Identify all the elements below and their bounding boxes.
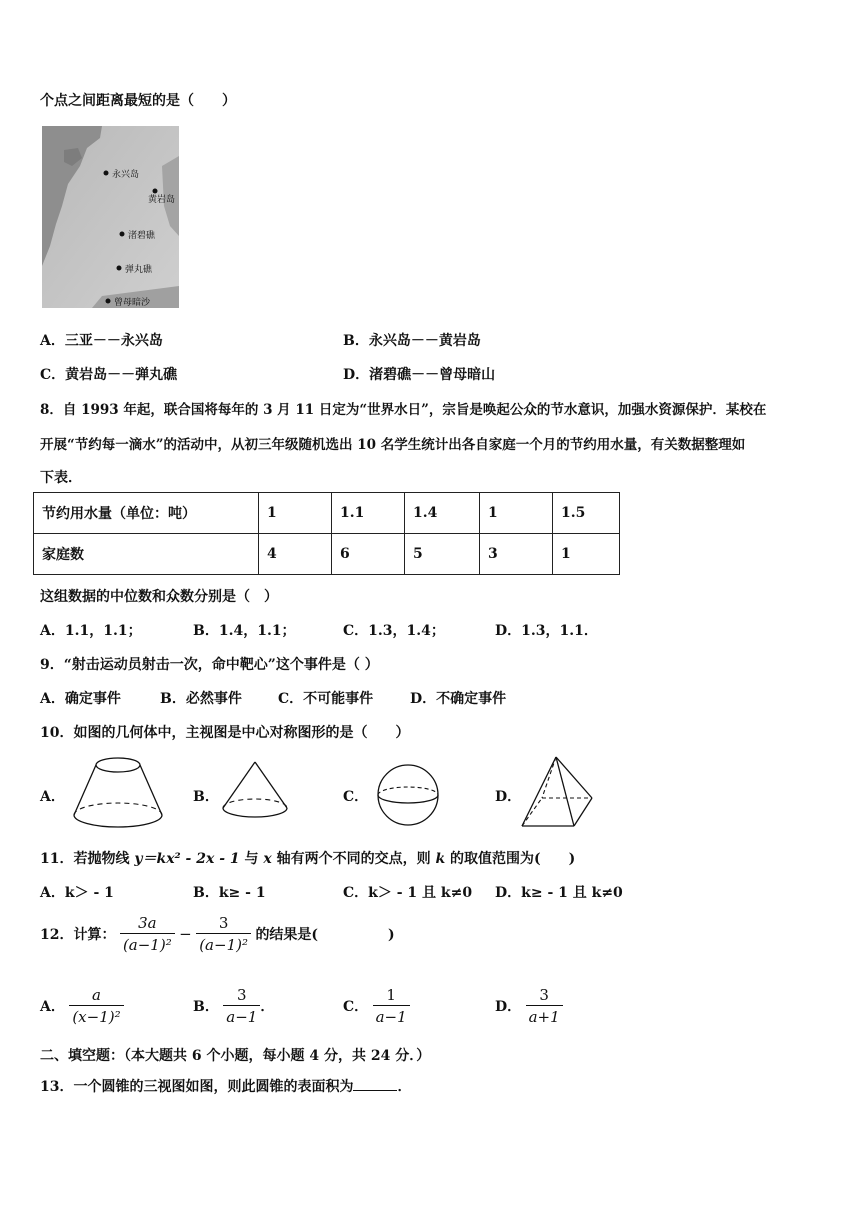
q7-option-c: C．黄岩岛－－弹丸礁 xyxy=(40,367,178,383)
table-cell: 1.1 xyxy=(332,493,405,534)
map-label: 黄岩岛 xyxy=(148,195,176,205)
q7-stem-tail: 个点之间距离最短的是（ ） xyxy=(40,93,236,109)
table-cell: 6 xyxy=(332,534,405,575)
q8-line3: 下表． xyxy=(40,470,82,486)
q11-option-d: D．k≥ - 1 且 k≠0 xyxy=(495,885,623,901)
table-cell: 1 xyxy=(480,493,553,534)
q11-stem: 11．若抛物线 y＝kx² - 2x - 1 与 x 轴有两个不同的交点，则 k 的取值范围为( ) xyxy=(40,851,576,867)
q10-option-d-letter: D． xyxy=(495,789,522,805)
map-label: 弹丸礁 xyxy=(125,265,153,275)
table-cell: 3 xyxy=(480,534,553,575)
map-point xyxy=(120,232,125,237)
q12-stem: 12．计算： $\frac{3a}{\text{(a−1)²}}$ − $\frac{3}{\text{(a−1)²}}$ 的结果是( ) xyxy=(40,914,395,954)
table-cell: 1.4 xyxy=(405,493,480,534)
table-cell: 节约用水量（单位：吨） xyxy=(34,493,259,534)
fraction: $\frac{3a}{\text{(a−1)²}}$ xyxy=(120,914,175,954)
q11-option-c: C．k＞ - 1 且 k≠0 xyxy=(343,885,473,901)
map-label: 渚碧礁 xyxy=(128,231,156,241)
table-cell: 4 xyxy=(259,534,332,575)
frustum-figure xyxy=(70,753,166,831)
q12-option-d: D． $\frac{3}{a+1}$ xyxy=(495,986,563,1026)
table-cell: 1 xyxy=(259,493,332,534)
table-row xyxy=(34,493,620,534)
map-label: 永兴岛 xyxy=(112,170,140,180)
map-point xyxy=(104,171,109,176)
q9-option-a: A．确定事件 xyxy=(40,691,121,707)
q7-option-d: D．渚碧礁－－曾母暗山 xyxy=(343,367,496,383)
q13-stem: 13．一个圆锥的三视图如图，则此圆锥的表面积为 ． xyxy=(40,1076,411,1096)
q8-line2: 开展“节约每一滴水”的活动中，从初三年级随机选出 10 名学生统计出各自家庭一个月的节约用水量，有关数据整理如 xyxy=(40,437,746,453)
q8-option-c: C．1.3，1.4； xyxy=(343,623,445,639)
q11-option-a: A．k＞ - 1 xyxy=(40,885,114,901)
cone-figure xyxy=(220,760,290,822)
q9-stem: 9．“射击运动员射击一次，命中靶心”这个事件是（ ） xyxy=(40,657,379,673)
q11-option-b: B．k≥ - 1 xyxy=(193,885,266,901)
q7-option-a: A．三亚－－永兴岛 xyxy=(40,333,163,349)
table-row xyxy=(34,534,620,575)
q12-option-b: B． $\frac{3}{a-1}$ ． xyxy=(193,986,275,1026)
q9-option-d: D．不确定事件 xyxy=(410,691,507,707)
q12-option-a: A． $\frac{a}{\text{(x−1)²}}$ xyxy=(40,986,124,1026)
q10-option-c-letter: C． xyxy=(343,789,369,805)
q10-option-b-letter: B． xyxy=(193,789,219,805)
map-image xyxy=(42,126,179,308)
q9-option-c: C．不可能事件 xyxy=(278,691,374,707)
answer-blank[interactable] xyxy=(353,1076,397,1091)
q8-table xyxy=(33,492,620,575)
pyramid-figure xyxy=(518,754,596,832)
fraction: $\frac{3}{\text{(a−1)²}}$ xyxy=(196,914,251,954)
q7-option-b: B．永兴岛－－黄岩岛 xyxy=(343,333,481,349)
q8-option-d: D．1.3，1.1． xyxy=(495,623,598,639)
q8-line1: 8．自 1993 年起，联合国将每年的 3 月 11 日定为“世界水日”，宗旨是唤起公众的节水意识，加强水资源保护．某校在 xyxy=(40,402,767,418)
map-label: 曾母暗沙 xyxy=(114,298,151,308)
map-point xyxy=(117,266,122,271)
q8-option-b: B．1.4，1.1； xyxy=(193,623,296,639)
table-cell: 1.5 xyxy=(553,493,620,534)
table-cell: 1 xyxy=(553,534,620,575)
q10-stem: 10．如图的几何体中，主视图是中心对称图形的是（ ） xyxy=(40,725,410,741)
q9-option-b: B．必然事件 xyxy=(160,691,242,707)
q8-option-a: A．1.1，1.1； xyxy=(40,623,142,639)
table-cell: 5 xyxy=(405,534,480,575)
q8-question: 这组数据的中位数和众数分别是（ ） xyxy=(40,589,278,605)
map-point xyxy=(153,189,158,194)
map-point xyxy=(106,299,111,304)
q10-option-a-letter: A． xyxy=(40,789,65,805)
q12-option-c: C． $\frac{1}{a-1}$ xyxy=(343,986,410,1026)
table-cell: 家庭数 xyxy=(34,534,259,575)
sphere-figure xyxy=(375,762,441,828)
section-heading: 二、填空题：（本大题共 6 个小题，每小题 4 分，共 24 分．） xyxy=(40,1048,431,1064)
